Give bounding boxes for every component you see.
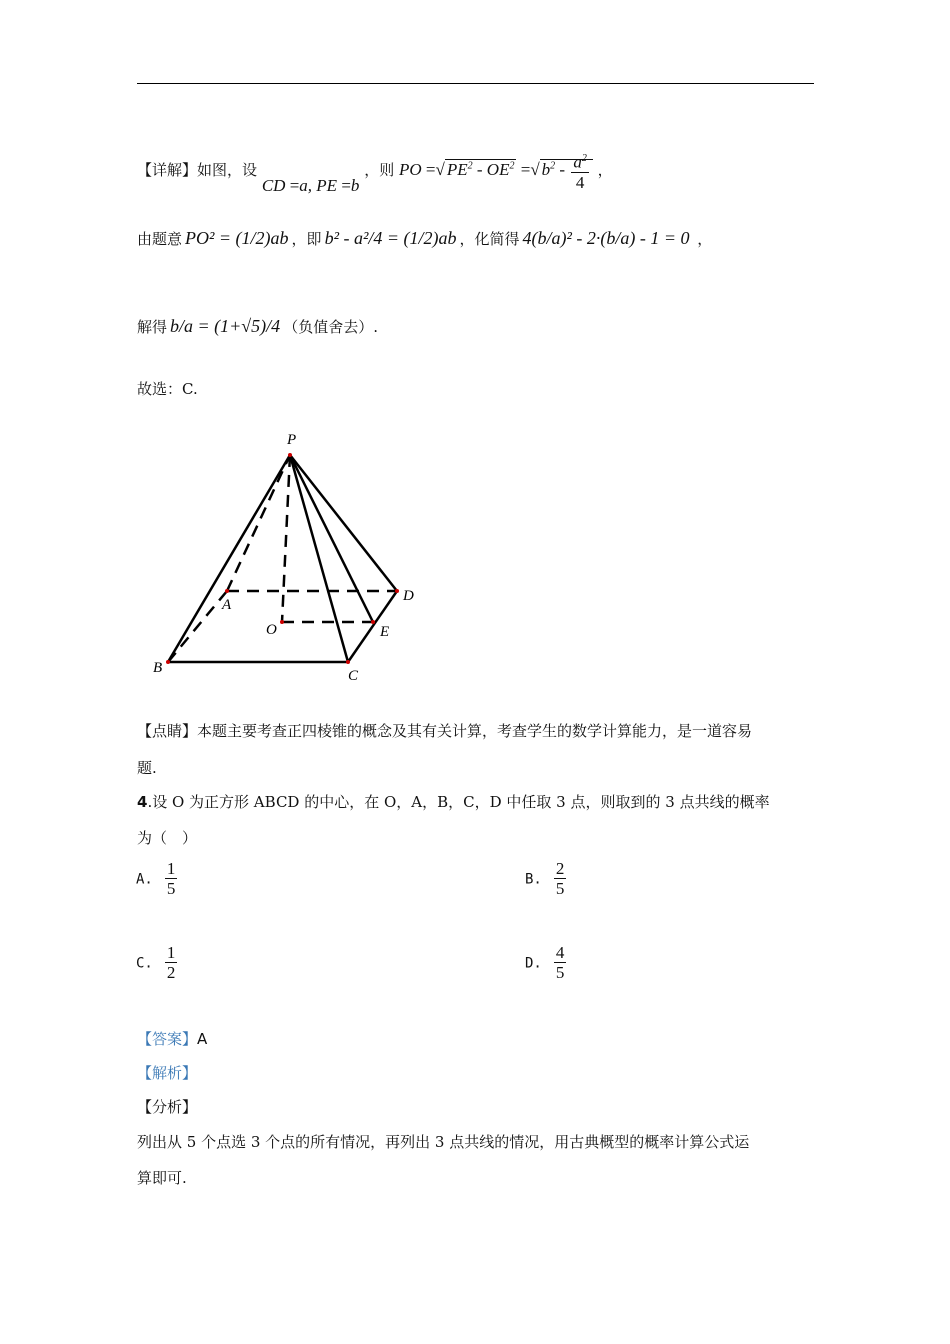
- analysis-label: 【解析】: [137, 1064, 198, 1082]
- detail-label: 【详解】: [137, 161, 198, 180]
- math-po: PO =√ $PE^2 - OE^2$ =√ $b^2$ - $\frac{a^2}{4}$: [399, 159, 593, 179]
- label-d: D: [403, 588, 414, 604]
- text: 解得: [137, 318, 168, 336]
- answer-line: [137, 1028, 207, 1049]
- option-letter: D.: [525, 955, 542, 972]
- text: 如图，设: [197, 161, 258, 180]
- option-letter: A.: [136, 871, 153, 888]
- math-eq: b² - a²/4 = (1/2)ab: [324, 228, 457, 248]
- text: 本题主要考查正四棱锥的概念及其有关计算，考查学生的数学计算能力，是一道容易: [197, 722, 753, 740]
- edge-cd: [348, 591, 397, 662]
- denominator: 5: [166, 879, 176, 898]
- answer-label: 【答案】: [137, 1030, 198, 1048]
- denominator: 5: [555, 963, 565, 982]
- question-text: .设 O 为正方形 ABCD 的中心，在 O，A，B，C，D 中任取 3 点，则取到的 3 点共线的概率: [147, 793, 770, 811]
- numerator: 1: [166, 943, 176, 962]
- numerator: 2: [555, 859, 565, 878]
- denominator: 2: [166, 963, 176, 982]
- math-simplified: 4(b/a)² - 2·(b/a) - 1 = 0: [522, 228, 690, 248]
- comment-line-2: 题.: [137, 759, 157, 777]
- analysis-line-2: 算即可.: [137, 1169, 187, 1187]
- segment-po: [282, 455, 290, 622]
- denominator: 5: [555, 879, 565, 898]
- detail-line-1: 【详解】如图，设 CD =a, PE =b ，则 PO =√ $PE^2 - OE^2$ =√ $b^2$ - $\frac{a^2}{4}$ ，: [137, 150, 613, 193]
- edge-pc: [290, 455, 348, 662]
- question-number: 4: [137, 793, 148, 811]
- detail-line-2: 由题意 PO² = (1/2)ab ，即 b² - a²/4 = (1/2)ab ，化简得 4(b/a)² - 2·(b/a) - 1 = 0 ，: [137, 228, 713, 248]
- edge-pe: [290, 455, 373, 622]
- comment-line-1: [137, 720, 752, 741]
- question-line-2: 为（ ）: [137, 829, 198, 847]
- label-c: C: [348, 668, 359, 684]
- math-cd-pe: CD =a, PE =b: [261, 176, 360, 196]
- option-letter: B.: [525, 871, 542, 888]
- label-b: B: [153, 660, 163, 676]
- label-e: E: [380, 624, 390, 640]
- answer-value: A: [197, 1030, 208, 1048]
- option-d[interactable]: [525, 944, 568, 983]
- analysis-line-1: 列出从 5 个点选 3 个点的所有情况，再列出 3 点共线的情况，用古典概型的概率计算公式运: [137, 1133, 750, 1151]
- label-a: A: [222, 597, 232, 613]
- option-b[interactable]: [525, 860, 568, 899]
- option-a[interactable]: [136, 860, 179, 899]
- option-letter: C.: [136, 955, 153, 972]
- choice-text: 故选：C.: [137, 380, 198, 398]
- text: （负值舍去）.: [283, 318, 378, 336]
- comment-label: 【点睛】: [137, 722, 198, 740]
- edge-ba: [168, 591, 227, 662]
- text: 由题意: [137, 230, 183, 248]
- numerator: 1: [166, 859, 176, 878]
- edge-pd: [290, 455, 397, 591]
- fenxi-label: 【分析】: [137, 1098, 198, 1116]
- numerator: 4: [555, 943, 565, 962]
- text: ，化简得: [459, 230, 520, 248]
- label-o: O: [266, 622, 277, 638]
- text: ，则: [364, 161, 395, 180]
- option-c[interactable]: [136, 944, 179, 983]
- math-po2: PO² = (1/2)ab: [185, 228, 289, 248]
- question-line-1: [137, 791, 770, 812]
- math-result: b/a = (1+√5)/4: [170, 316, 281, 336]
- label-p: P: [287, 432, 297, 448]
- edge-pa: [227, 455, 290, 591]
- text: ，即: [291, 230, 322, 248]
